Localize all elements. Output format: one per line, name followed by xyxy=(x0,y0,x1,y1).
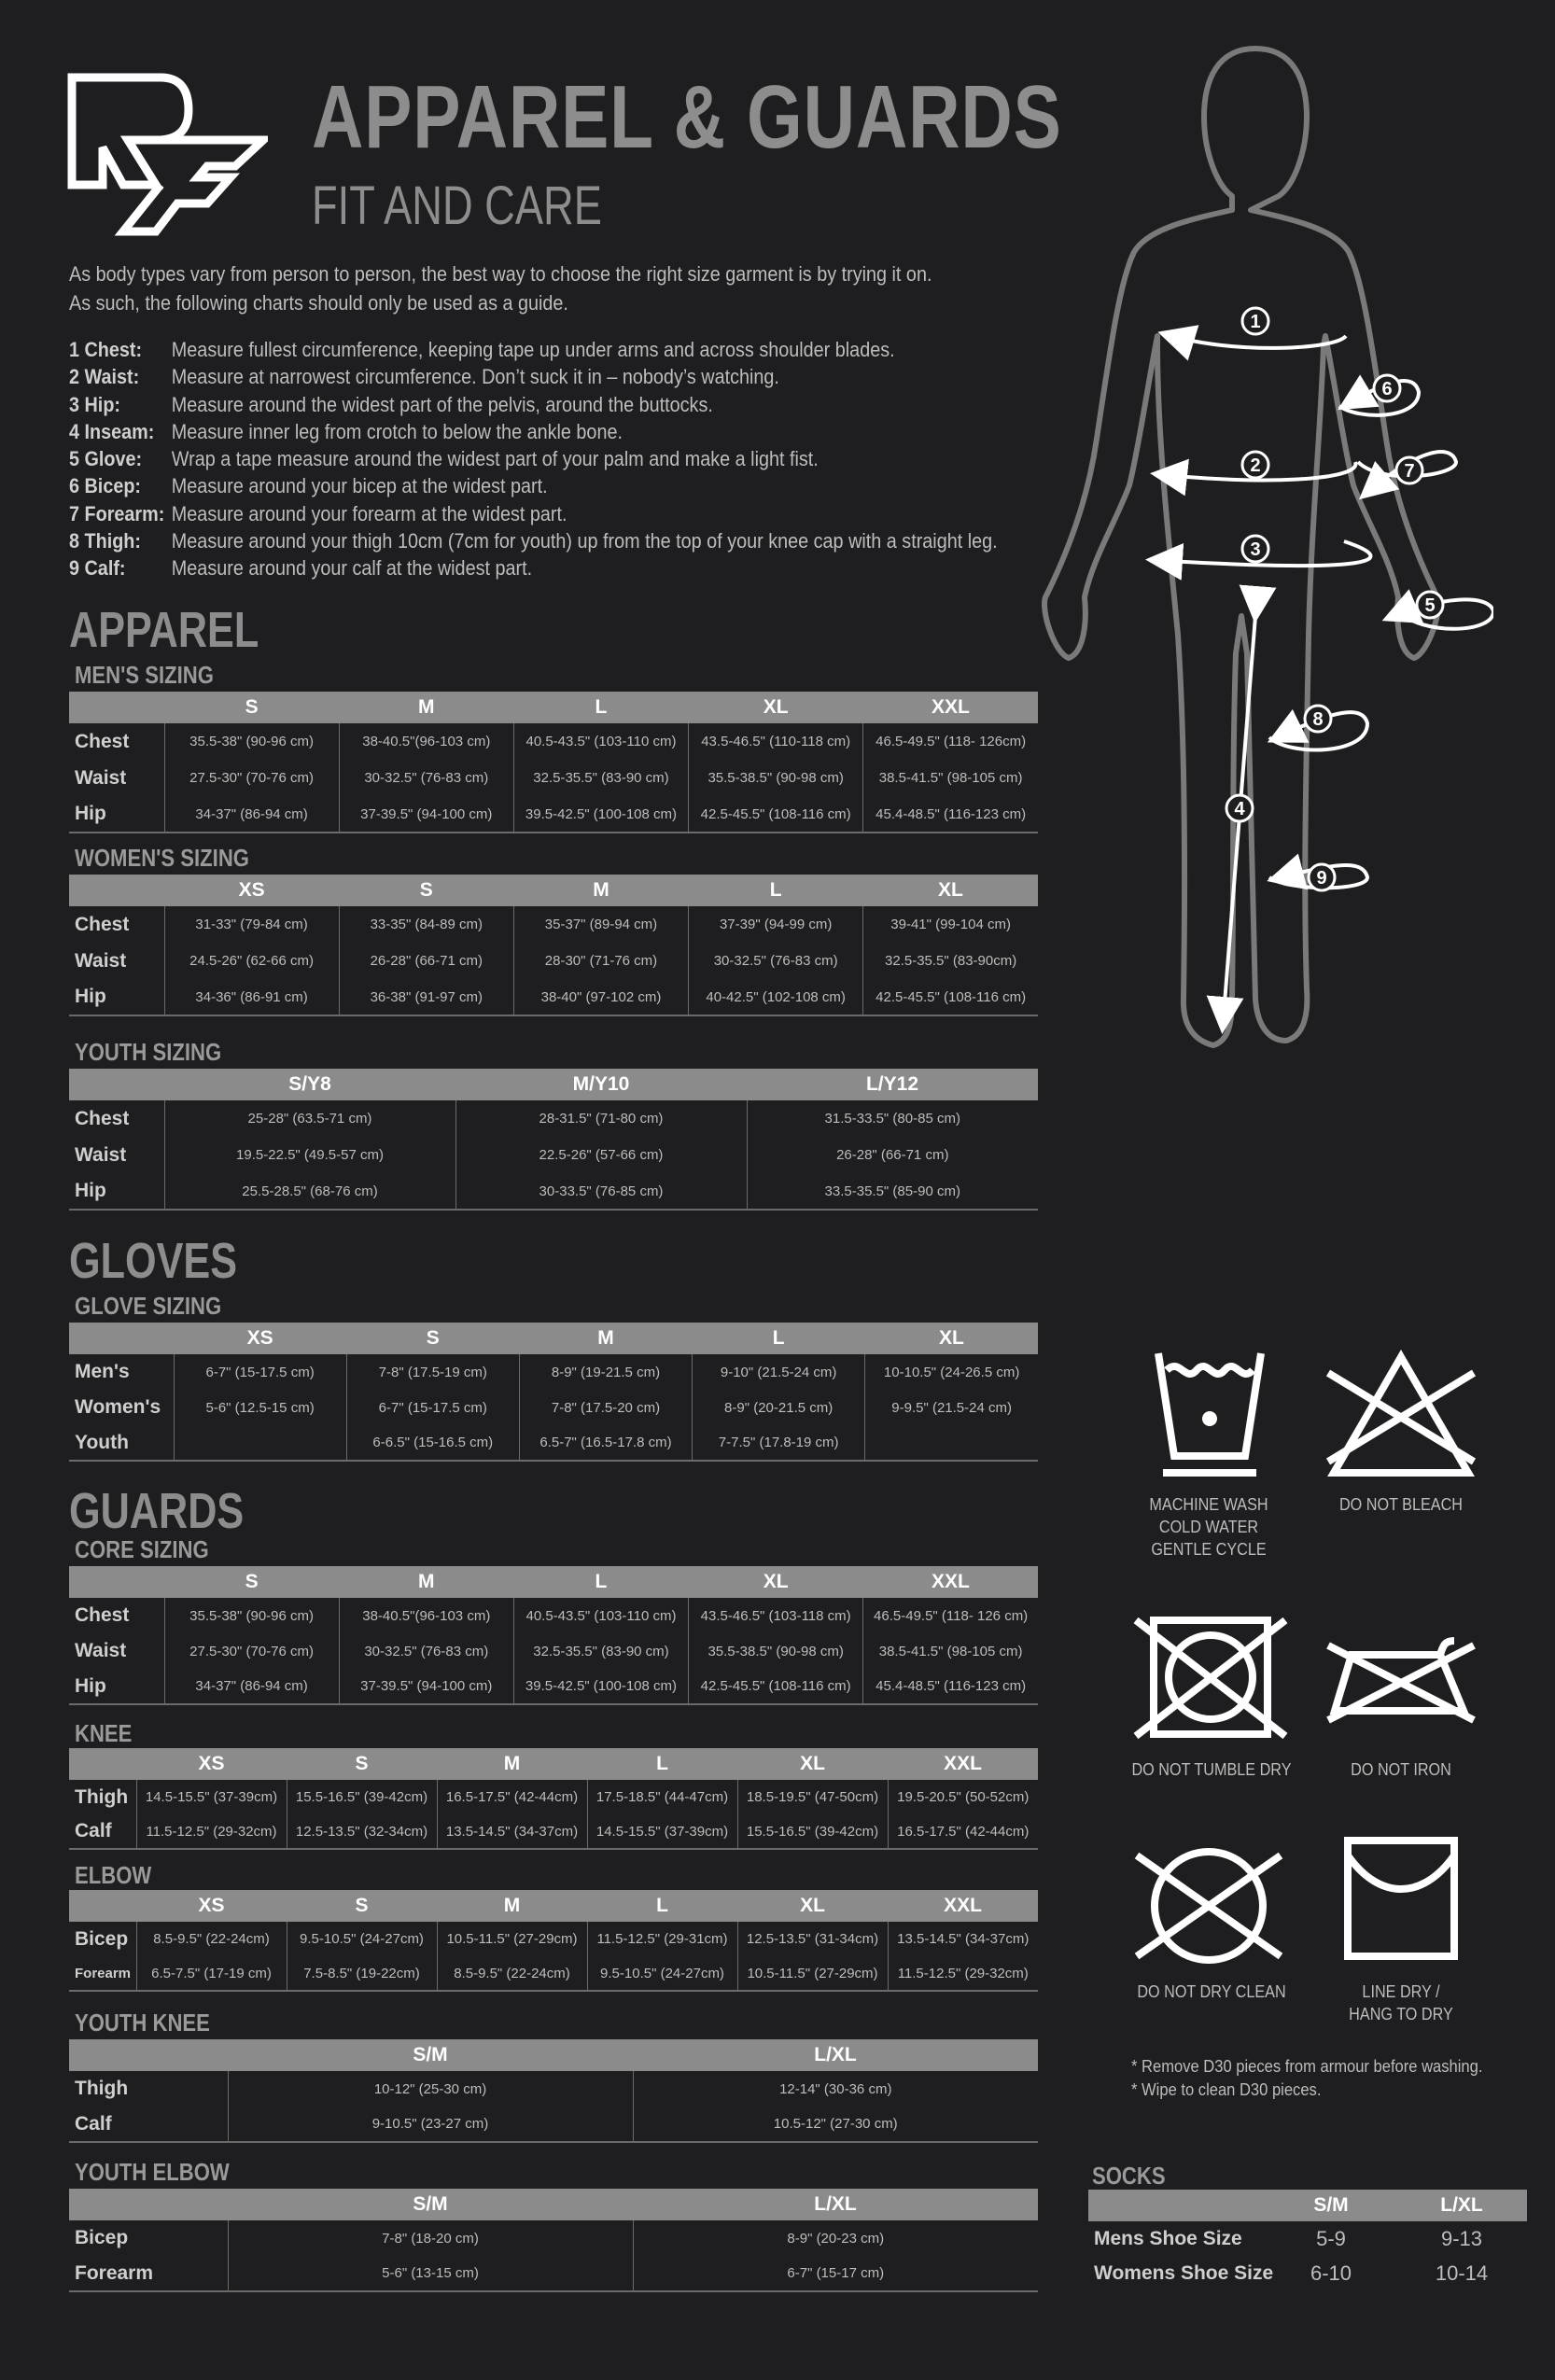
table-cell xyxy=(865,1425,1038,1461)
table-cell: 8.5-9.5" (22-24cm) xyxy=(136,1922,287,1956)
marker-number: 8 xyxy=(1312,709,1324,730)
table-cell: 6-7" (15-17 cm) xyxy=(633,2256,1038,2291)
table-cell: 30-32.5" (76-83 cm) xyxy=(689,943,863,979)
size-col-header: XL xyxy=(689,692,863,723)
row-label: Forearm xyxy=(69,2256,228,2291)
table-cell: 6-7" (15-17.5 cm) xyxy=(174,1354,346,1390)
table-cell: 5-6" (13-15 cm) xyxy=(228,2256,633,2291)
size-col-header: S xyxy=(339,875,513,906)
table-cell: 35.5-38" (90-96 cm) xyxy=(164,723,339,760)
care-caption: DO NOT TUMBLE DRY xyxy=(1131,1760,1292,1779)
line-dry-icon xyxy=(1342,1835,1460,1962)
youth-elbow-table xyxy=(69,2189,1038,2292)
measurement-term: 6 Bicep: xyxy=(69,474,142,498)
measurement-term: 8 Thigh: xyxy=(69,529,141,553)
measurement-desc: Measure fullest circumference, keeping tape up under arms and across shoulder blades. xyxy=(171,338,895,361)
table-cell: 7-8" (17.5-20 cm) xyxy=(519,1390,692,1425)
table-cell xyxy=(174,1425,346,1461)
marker-number: 9 xyxy=(1316,868,1327,889)
table-cell: 9-9.5" (21.5-24 cm) xyxy=(865,1390,1038,1425)
table-cell: 34-36" (86-91 cm) xyxy=(164,979,339,1015)
table-cell: 26-28" (66-71 cm) xyxy=(339,943,513,979)
table-cell: 42.5-45.5" (108-116 cm) xyxy=(689,796,863,833)
size-col-header: XL xyxy=(863,875,1038,906)
table-cell: 36-38" (91-97 cm) xyxy=(339,979,513,1015)
marker-number: 5 xyxy=(1424,595,1436,616)
table-cell: 38.5-41.5" (98-105 cm) xyxy=(863,1633,1038,1669)
table-row xyxy=(69,1100,1038,1137)
table-row xyxy=(69,1922,1038,1956)
table-cell: 13.5-14.5" (34-37cm) xyxy=(888,1922,1038,1956)
marker-number: 1 xyxy=(1250,312,1261,332)
size-col-header: M xyxy=(437,1890,587,1922)
row-label: Chest xyxy=(75,913,130,935)
elbow-title: ELBOW xyxy=(75,1861,152,1889)
table-cell: 43.5-46.5" (103-118 cm) xyxy=(689,1598,863,1633)
table-cell: 27.5-30" (70-76 cm) xyxy=(164,1633,339,1669)
youth-sizing-table xyxy=(69,1069,1038,1211)
size-col-header: M xyxy=(437,1748,587,1780)
table-row xyxy=(69,1173,1038,1210)
table-cell: 9-10" (21.5-24 cm) xyxy=(693,1354,865,1390)
intro-line: As such, the following charts should only be used as a guide. xyxy=(69,291,568,315)
intro-text xyxy=(69,259,932,317)
size-col-header: XL xyxy=(737,1748,888,1780)
table-cell: 11.5-12.5" (29-32cm) xyxy=(888,1956,1038,1991)
care-notes xyxy=(1131,2055,1482,2102)
table-cell: 6-10 xyxy=(1310,2261,1352,2285)
table-row xyxy=(69,1598,1038,1633)
care-caption: DO NOT DRY CLEAN xyxy=(1137,1982,1286,2001)
table-row xyxy=(69,796,1038,833)
table-cell: 22.5-26" (57-66 cm) xyxy=(455,1137,747,1173)
table-cell: 7-8" (17.5-19 cm) xyxy=(346,1354,519,1390)
youth-knee-table xyxy=(69,2039,1038,2143)
table-cell: 43.5-46.5" (110-118 cm) xyxy=(689,723,863,760)
mens-sizing-title: MEN'S SIZING xyxy=(75,661,214,689)
size-col-header: S xyxy=(346,1323,519,1354)
socks-table xyxy=(1088,2190,1527,2290)
size-col-header: S xyxy=(287,1748,437,1780)
table-cell: 19.5-20.5" (50-52cm) xyxy=(888,1780,1038,1814)
measurement-desc: Measure around your calf at the widest part. xyxy=(171,556,533,581)
do-not-bleach-icon xyxy=(1324,1350,1478,1478)
size-col-header: XL xyxy=(737,1890,888,1922)
table-row xyxy=(69,2071,1038,2107)
section-apparel: APPAREL xyxy=(69,602,259,658)
row-label: Calf xyxy=(69,1814,136,1849)
row-label: Waist xyxy=(75,766,127,789)
size-col-header: XS xyxy=(164,875,339,906)
measurement-item xyxy=(69,391,998,418)
row-label: Chest xyxy=(75,1604,130,1626)
table-row xyxy=(69,1390,1038,1425)
table-cell: 10.5-11.5" (27-29cm) xyxy=(437,1922,587,1956)
do-not-dry-clean-icon xyxy=(1129,1844,1288,1967)
size-col-header: XS xyxy=(174,1323,346,1354)
table-cell: 19.5-22.5" (49.5-57 cm) xyxy=(164,1137,455,1173)
table-cell: 16.5-17.5" (42-44cm) xyxy=(437,1780,587,1814)
row-label: Thigh xyxy=(75,2078,129,2099)
table-row xyxy=(69,2256,1038,2291)
table-cell: 11.5-12.5" (29-31cm) xyxy=(587,1922,737,1956)
row-label: Men's xyxy=(75,1361,130,1382)
do-not-iron-icon xyxy=(1324,1631,1478,1725)
table-row xyxy=(69,906,1038,943)
care-note: * Wipe to clean D30 pieces. xyxy=(1131,2080,1322,2099)
table-cell: 37-39.5" (94-100 cm) xyxy=(339,1669,513,1704)
size-col-header: S xyxy=(164,1566,339,1598)
table-cell: 14.5-15.5" (37-39cm) xyxy=(587,1814,737,1849)
size-col-header: M/Y10 xyxy=(455,1069,747,1100)
table-row xyxy=(69,979,1038,1015)
table-cell: 6-6.5" (15-16.5 cm) xyxy=(346,1425,519,1461)
size-col-header: XL xyxy=(865,1323,1038,1354)
table-cell: 6-7" (15-17.5 cm) xyxy=(346,1390,519,1425)
womens-sizing-title: WOMEN'S SIZING xyxy=(75,844,249,872)
table-cell: 5-9 xyxy=(1316,2226,1346,2250)
header-corner xyxy=(69,1748,136,1780)
glove-sizing-title: GLOVE SIZING xyxy=(75,1292,222,1320)
table-cell: 38-40" (97-102 cm) xyxy=(513,979,688,1015)
measurement-term: 7 Forearm: xyxy=(69,501,165,525)
row-label: Chest xyxy=(75,1107,130,1129)
size-col-header: M xyxy=(513,875,688,906)
table-row xyxy=(69,1137,1038,1173)
table-row xyxy=(69,1669,1038,1704)
care-caption: MACHINE WASH COLD WATER GENTLE CYCLE xyxy=(1149,1495,1268,1559)
size-col-header: L xyxy=(693,1323,865,1354)
size-col-header: M xyxy=(339,1566,513,1598)
knee-title: KNEE xyxy=(75,1719,133,1747)
socks-header-corner xyxy=(1088,2190,1266,2221)
table-cell: 6.5-7" (16.5-17.8 cm) xyxy=(519,1425,692,1461)
measurement-term: 5 Glove: xyxy=(69,447,143,471)
table-row xyxy=(69,1956,1038,1991)
table-cell: 7-7.5" (17.8-19 cm) xyxy=(693,1425,865,1461)
page-title: APPAREL & GUARDS xyxy=(312,67,1062,167)
care-caption: DO NOT BLEACH xyxy=(1338,1495,1464,1514)
womens-sizing-table xyxy=(69,875,1038,1016)
table-cell: 46.5-49.5" (118- 126 cm) xyxy=(863,1598,1038,1633)
section-guards: GUARDS xyxy=(69,1483,245,1539)
row-label: Thigh xyxy=(75,1785,129,1808)
size-col-header: L xyxy=(689,875,863,906)
measurement-item xyxy=(69,500,998,527)
row-label: Waist xyxy=(75,949,127,972)
table-row xyxy=(69,1780,1038,1814)
row-label: Hip xyxy=(69,1669,164,1704)
table-cell: 6.5-7.5" (17-19 cm) xyxy=(136,1956,287,1991)
row-label: Hip xyxy=(69,796,164,833)
table-cell: 32.5-35.5" (83-90 cm) xyxy=(513,1633,688,1669)
table-cell: 10-14 xyxy=(1435,2261,1489,2285)
table-cell: 46.5-49.5" (118- 126cm) xyxy=(863,723,1038,760)
rf-logo xyxy=(67,73,268,236)
table-cell: 17.5-18.5" (44-47cm) xyxy=(587,1780,737,1814)
core-sizing-table xyxy=(69,1566,1038,1705)
measurement-item xyxy=(69,363,998,390)
table-cell: 30-32.5" (76-83 cm) xyxy=(339,1633,513,1669)
table-cell: 35-37" (89-94 cm) xyxy=(513,906,688,943)
socks-col-header: L/XL xyxy=(1396,2190,1527,2221)
table-cell: 8-9" (20-23 cm) xyxy=(633,2220,1038,2256)
header-corner xyxy=(69,692,164,723)
measurement-desc: Measure at narrowest circumference. Don’t suck it in – nobody’s watching. xyxy=(171,365,779,389)
table-row xyxy=(69,1633,1038,1669)
measurement-term: 2 Waist: xyxy=(69,365,140,389)
table-row xyxy=(69,2107,1038,2142)
table-cell: 40-42.5" (102-108 cm) xyxy=(689,979,863,1015)
table-row xyxy=(69,723,1038,760)
care-note: * Remove D30 pieces from armour before washing. xyxy=(1131,2057,1483,2076)
body-measurement-figure xyxy=(1027,37,1493,1092)
measurement-item xyxy=(69,445,998,472)
table-cell: 25.5-28.5" (68-76 cm) xyxy=(164,1173,455,1210)
do-not-tumble-dry-icon xyxy=(1131,1613,1290,1743)
table-cell: 31-33" (79-84 cm) xyxy=(164,906,339,943)
table-cell: 42.5-45.5" (108-116 cm) xyxy=(689,1669,863,1704)
table-cell: 9-13 xyxy=(1440,2226,1483,2250)
table-cell: 8.5-9.5" (22-24cm) xyxy=(437,1956,587,1991)
size-col-header: XXL xyxy=(863,1566,1038,1598)
socks-title: SOCKS xyxy=(1092,2162,1166,2190)
youth-sizing-title: YOUTH SIZING xyxy=(75,1038,222,1066)
measurement-desc: Measure around your thigh 10cm (7cm for youth) up from the top of your knee cap with a straight leg. xyxy=(171,529,998,553)
marker-number: 3 xyxy=(1250,539,1261,560)
table-row xyxy=(69,1814,1038,1849)
table-row xyxy=(69,1425,1038,1461)
table-cell: 24.5-26" (62-66 cm) xyxy=(164,943,339,979)
table-cell: 30-33.5" (76-85 cm) xyxy=(455,1173,747,1210)
table-cell: 13.5-14.5" (34-37cm) xyxy=(437,1814,587,1849)
header-corner xyxy=(69,2039,228,2071)
measurement-item xyxy=(69,554,998,581)
table-cell: 27.5-30" (70-76 cm) xyxy=(164,760,339,796)
size-col-header: L xyxy=(587,1748,737,1780)
table-cell: 32.5-35.5" (83-90 cm) xyxy=(513,760,688,796)
table-cell: 38.5-41.5" (98-105 cm) xyxy=(863,760,1038,796)
elbow-table xyxy=(69,1890,1038,1992)
size-col-header: M xyxy=(519,1323,692,1354)
table-cell: 32.5-35.5" (83-90cm) xyxy=(863,943,1038,979)
table-cell: 9.5-10.5" (24-27cm) xyxy=(587,1956,737,1991)
measurement-desc: Measure around your forearm at the widest part. xyxy=(171,501,567,525)
table-cell: 45.4-48.5" (116-123 cm) xyxy=(863,796,1038,833)
measurement-item xyxy=(69,336,998,363)
table-cell: 38-40.5"(96-103 cm) xyxy=(339,723,513,760)
size-col-header: XS xyxy=(136,1890,287,1922)
table-cell: 7-8" (18-20 cm) xyxy=(228,2220,633,2256)
table-cell: 45.4-48.5" (116-123 cm) xyxy=(863,1669,1038,1704)
table-cell: 12-14" (30-36 cm) xyxy=(633,2071,1038,2107)
row-label: Bicep xyxy=(75,1927,129,1950)
row-label: Mens Shoe Size xyxy=(1094,2227,1242,2249)
size-col-header: S/M xyxy=(228,2189,633,2220)
size-col-header: S/M xyxy=(228,2039,633,2071)
table-cell: 35.5-38" (90-96 cm) xyxy=(164,1598,339,1633)
marker-number: 6 xyxy=(1381,379,1393,399)
intro-line: As body types vary from person to person, the best way to choose the right size garment is by trying it on. xyxy=(69,262,932,286)
size-col-header: S xyxy=(287,1890,437,1922)
table-cell: 35.5-38.5" (90-98 cm) xyxy=(689,1633,863,1669)
table-cell: 33.5-35.5" (85-90 cm) xyxy=(747,1173,1038,1210)
table-cell: 15.5-16.5" (39-42cm) xyxy=(287,1780,437,1814)
measurement-guide xyxy=(69,336,998,582)
page-subtitle: FIT AND CARE xyxy=(312,175,602,236)
table-cell: 37-39" (94-99 cm) xyxy=(689,906,863,943)
row-label: Forearm xyxy=(69,1956,136,1991)
size-col-header: M xyxy=(339,692,513,723)
table-cell: 34-37" (86-94 cm) xyxy=(164,796,339,833)
table-cell: 38-40.5"(96-103 cm) xyxy=(339,1598,513,1633)
header-corner xyxy=(69,2189,228,2220)
size-col-header: L/Y12 xyxy=(747,1069,1038,1100)
row-label: Chest xyxy=(75,730,130,752)
table-row xyxy=(69,943,1038,979)
table-row xyxy=(69,760,1038,796)
table-cell: 10-10.5" (24-26.5 cm) xyxy=(865,1354,1038,1390)
table-cell: 34-37" (86-94 cm) xyxy=(164,1669,339,1704)
size-col-header: S xyxy=(164,692,339,723)
mens-sizing-table xyxy=(69,692,1038,833)
table-cell: 31.5-33.5" (80-85 cm) xyxy=(747,1100,1038,1137)
table-cell: 9.5-10.5" (24-27cm) xyxy=(287,1922,437,1956)
youth-knee-title: YOUTH KNEE xyxy=(75,2009,210,2037)
table-cell: 10-12" (25-30 cm) xyxy=(228,2071,633,2107)
measurement-item xyxy=(69,527,998,554)
table-cell: 11.5-12.5" (29-32cm) xyxy=(136,1814,287,1849)
row-label: Youth xyxy=(69,1425,174,1461)
size-col-header: S/Y8 xyxy=(164,1069,455,1100)
core-sizing-title: CORE SIZING xyxy=(75,1535,209,1563)
table-cell: 26-28" (66-71 cm) xyxy=(747,1137,1038,1173)
measurement-desc: Wrap a tape measure around the widest part of your palm and make a light fist. xyxy=(171,447,819,471)
table-row xyxy=(69,1354,1038,1390)
row-label: Bicep xyxy=(75,2227,129,2248)
care-caption: LINE DRY / HANG TO DRY xyxy=(1349,1982,1453,2023)
row-label: Hip xyxy=(69,1173,164,1210)
table-cell: 37-39.5" (94-100 cm) xyxy=(339,796,513,833)
table-cell: 10.5-11.5" (27-29cm) xyxy=(737,1956,888,1991)
table-cell: 9-10.5" (23-27 cm) xyxy=(228,2107,633,2142)
table-cell: 12.5-13.5" (31-34cm) xyxy=(737,1922,888,1956)
table-cell: 28-30" (71-76 cm) xyxy=(513,943,688,979)
table-cell: 16.5-17.5" (42-44cm) xyxy=(888,1814,1038,1849)
row-label: Hip xyxy=(69,979,164,1015)
table-cell: 28-31.5" (71-80 cm) xyxy=(455,1100,747,1137)
table-cell: 30-32.5" (76-83 cm) xyxy=(339,760,513,796)
table-cell: 40.5-43.5" (103-110 cm) xyxy=(513,1598,688,1633)
table-cell: 39-41" (99-104 cm) xyxy=(863,906,1038,943)
table-cell: 8-9" (20-21.5 cm) xyxy=(693,1390,865,1425)
size-col-header: L/XL xyxy=(633,2039,1038,2071)
table-cell: 39.5-42.5" (100-108 cm) xyxy=(513,796,688,833)
measurement-item xyxy=(69,472,998,499)
header-corner xyxy=(69,1323,174,1354)
marker-number: 2 xyxy=(1250,455,1261,476)
table-cell: 12.5-13.5" (32-34cm) xyxy=(287,1814,437,1849)
table-cell: 14.5-15.5" (37-39cm) xyxy=(136,1780,287,1814)
row-label: Waist xyxy=(75,1640,127,1661)
size-col-header: L/XL xyxy=(633,2189,1038,2220)
row-label: Waist xyxy=(75,1143,127,1166)
table-cell: 15.5-16.5" (39-42cm) xyxy=(737,1814,888,1849)
knee-table xyxy=(69,1748,1038,1850)
size-col-header: XS xyxy=(136,1748,287,1780)
table-cell: 7.5-8.5" (19-22cm) xyxy=(287,1956,437,1991)
header-corner xyxy=(69,1566,164,1598)
socks-col-header: S/M xyxy=(1266,2190,1396,2221)
measurement-desc: Measure around the widest part of the pelvis, around the buttocks. xyxy=(171,392,713,416)
table-cell: 35.5-38.5" (90-98 cm) xyxy=(689,760,863,796)
header-corner xyxy=(69,1069,164,1100)
glove-sizing-table xyxy=(69,1323,1038,1462)
care-caption: DO NOT IRON xyxy=(1351,1760,1451,1779)
header-corner xyxy=(69,875,164,906)
size-col-header: L xyxy=(513,1566,688,1598)
table-cell: 25-28" (63.5-71 cm) xyxy=(164,1100,455,1137)
measurement-item xyxy=(69,418,998,445)
size-col-header: L xyxy=(513,692,688,723)
table-row xyxy=(1088,2256,1527,2290)
size-col-header: XXL xyxy=(888,1748,1038,1780)
table-cell: 18.5-19.5" (47-50cm) xyxy=(737,1780,888,1814)
table-cell: 5-6" (12.5-15 cm) xyxy=(174,1390,346,1425)
size-col-header: XL xyxy=(689,1566,863,1598)
row-label: Calf xyxy=(69,2107,228,2142)
table-cell: 39.5-42.5" (100-108 cm) xyxy=(513,1669,688,1704)
measurement-term: 1 Chest: xyxy=(69,338,143,361)
table-cell: 33-35" (84-89 cm) xyxy=(339,906,513,943)
youth-elbow-title: YOUTH ELBOW xyxy=(75,2158,230,2186)
table-cell: 8-9" (19-21.5 cm) xyxy=(519,1354,692,1390)
row-label: Women's xyxy=(75,1396,161,1418)
machine-wash-icon xyxy=(1154,1344,1266,1479)
measurement-desc: Measure around your bicep at the widest part. xyxy=(171,474,548,498)
measurement-term: 3 Hip: xyxy=(69,392,121,416)
size-col-header: L xyxy=(587,1890,737,1922)
measurement-desc: Measure inner leg from crotch to below the ankle bone. xyxy=(171,419,623,443)
chest-arrow xyxy=(1165,334,1346,348)
measurement-term: 9 Calf: xyxy=(69,556,126,581)
table-cell: 10.5-12" (27-30 cm) xyxy=(633,2107,1038,2142)
size-col-header: XXL xyxy=(863,692,1038,723)
table-cell: 40.5-43.5" (103-110 cm) xyxy=(513,723,688,760)
table-cell: 42.5-45.5" (108-116 cm) xyxy=(863,979,1038,1015)
measurement-term: 4 Inseam: xyxy=(69,419,155,443)
marker-number: 7 xyxy=(1404,461,1415,482)
section-gloves: GLOVES xyxy=(69,1233,238,1289)
table-row xyxy=(69,2220,1038,2256)
size-col-header: XXL xyxy=(888,1890,1038,1922)
table-row xyxy=(1088,2221,1527,2256)
row-label: Womens Shoe Size xyxy=(1094,2261,1274,2284)
header-corner xyxy=(69,1890,136,1922)
marker-number: 4 xyxy=(1234,799,1245,819)
